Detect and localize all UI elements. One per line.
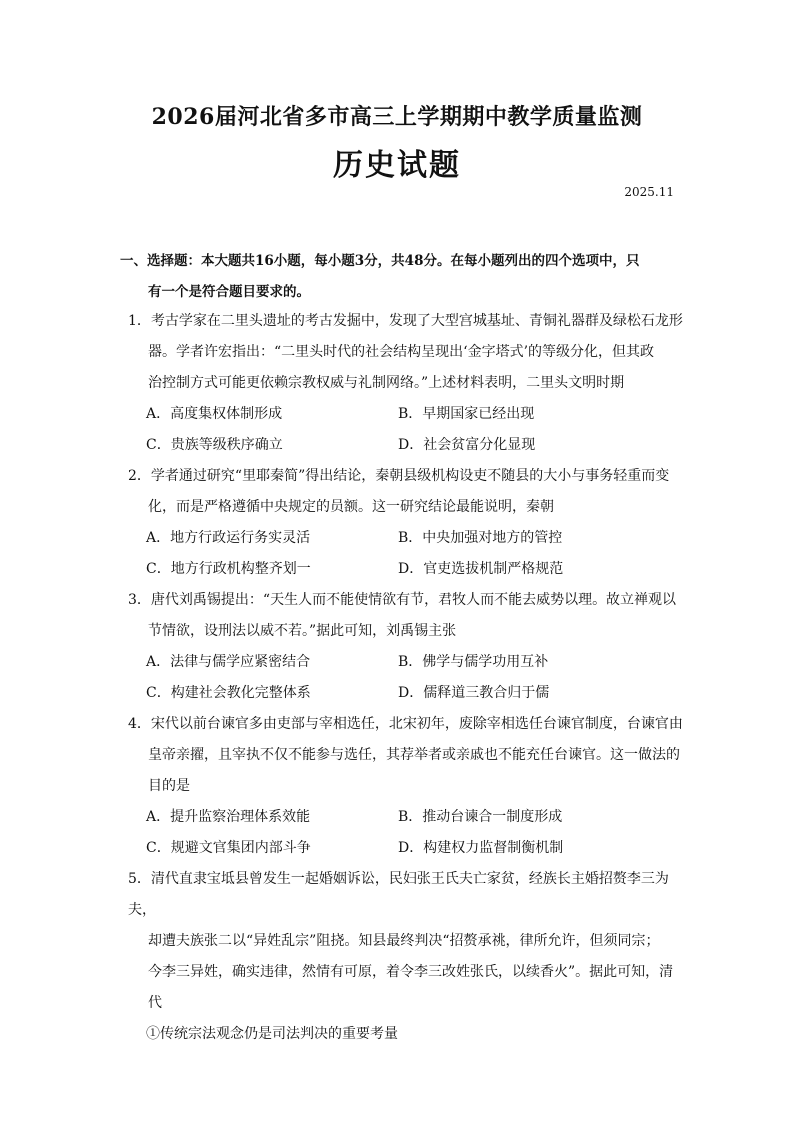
section-line-2: 有一个是符合题目要求的。 [148, 284, 310, 300]
option-b[interactable]: B．中央加强对地方的管控 [398, 530, 563, 546]
options [128, 523, 688, 585]
question-stem-line: 2．学者通过研究“里耶秦简”得出结论，秦朝县级机构设吏不随县的大小与事务轻重而变 [128, 468, 670, 484]
option-b[interactable]: B．早期国家已经出现 [398, 406, 535, 422]
option-a[interactable]: A．提升监察治理体系效能 [146, 809, 311, 825]
statement-item-1: ①传统宗法观念仍是司法判决的重要考量 [146, 1026, 398, 1042]
option-c[interactable]: C．地方行政机构整齐划一 [146, 561, 311, 577]
question-stem-line: 5．清代直隶宝坻县曾发生一起婚姻诉讼，民妇张王氏夫亡家贫，经族长主婚招赘李三为夫， [128, 871, 669, 918]
question-5 [128, 864, 688, 1050]
question-stem-line: 3．唐代刘禹锡提出：“天生人而不能使情欲有节，君牧人而不能去威势以理。故立禅观以 [128, 592, 677, 608]
question-stem-line: 节情欲，设刑法以威不若。”据此可知，刘禹锡主张 [148, 623, 457, 639]
option-a[interactable]: A．地方行政运行务实灵活 [146, 530, 311, 546]
question-1 [128, 306, 688, 461]
question-stem-line: 目的是 [148, 778, 190, 794]
option-c[interactable]: C．规避文官集团内部斗争 [146, 840, 311, 856]
option-b[interactable]: B．推动台谏合一制度形成 [398, 809, 563, 825]
question-2 [128, 461, 688, 585]
options [128, 802, 688, 864]
option-a[interactable]: A．法律与儒学应紧密结合 [146, 654, 311, 670]
exam-date: 2025.11 [624, 185, 674, 199]
question-stem-line: 却遭夫族张二以“异姓乱宗”阻挠。知县最终判决“招赘承祧，律所允许，但须同宗； [148, 933, 660, 949]
question-list [128, 306, 688, 1050]
question-stem-line: 化，而是严格遵循中央规定的员额。这一研究结论最能说明，秦朝 [148, 499, 554, 515]
options [128, 647, 688, 709]
question-stem-line: 今李三异姓，确实违律，然情有可原，着令李三改姓张氏，以续香火”。据此可知，清 [148, 964, 674, 980]
question-stem-line: 1．考古学家在二里头遗址的考古发掘中，发现了大型宫城基址、青铜礼器群及绿松石龙形 [128, 313, 683, 329]
question-stem-line: 治控制方式可能更依赖宗教权威与礼制网络。”上述材料表明，二里头文明时期 [148, 375, 625, 391]
question-stem-line: 4．宋代以前台谏官多由吏部与宰相选任，北宋初年，废除宰相选任台谏官制度，台谏官由 [128, 716, 683, 732]
question-3 [128, 585, 688, 709]
option-a[interactable]: A．高度集权体制形成 [146, 406, 283, 422]
option-d[interactable]: D．官吏选拔机制严格规范 [398, 561, 564, 577]
section-heading [120, 246, 680, 308]
options [128, 399, 688, 461]
question-stem-line: 器。学者许宏指出：“二里头时代的社会结构呈现出‘金字塔式’的等级分化，但其政 [148, 344, 655, 360]
exam-title: 2026届河北省多市高三上学期期中教学质量监测 [151, 104, 643, 130]
question-4 [128, 709, 688, 864]
section-line-1: 一、选择题：本大题共16小题，每小题3分，共48分。在每小题列出的四个选项中，只 [120, 253, 640, 269]
option-b[interactable]: B．佛学与儒学功用互补 [398, 654, 549, 670]
option-c[interactable]: C．贵族等级秩序确立 [146, 437, 283, 453]
option-d[interactable]: D．儒释道三教合归于儒 [398, 685, 550, 701]
option-c[interactable]: C．构建社会教化完整体系 [146, 685, 311, 701]
question-stem-line: 代 [148, 995, 162, 1011]
subject-title: 历史试题 [333, 148, 461, 183]
option-d[interactable]: D．社会贫富分化显现 [398, 437, 536, 453]
question-stem-line: 皇帝亲擢，且宰执不仅不能参与选任，其荐举者或亲戚也不能充任台谏官。这一做法的 [148, 747, 680, 763]
option-d[interactable]: D．构建权力监督制衡机制 [398, 840, 564, 856]
